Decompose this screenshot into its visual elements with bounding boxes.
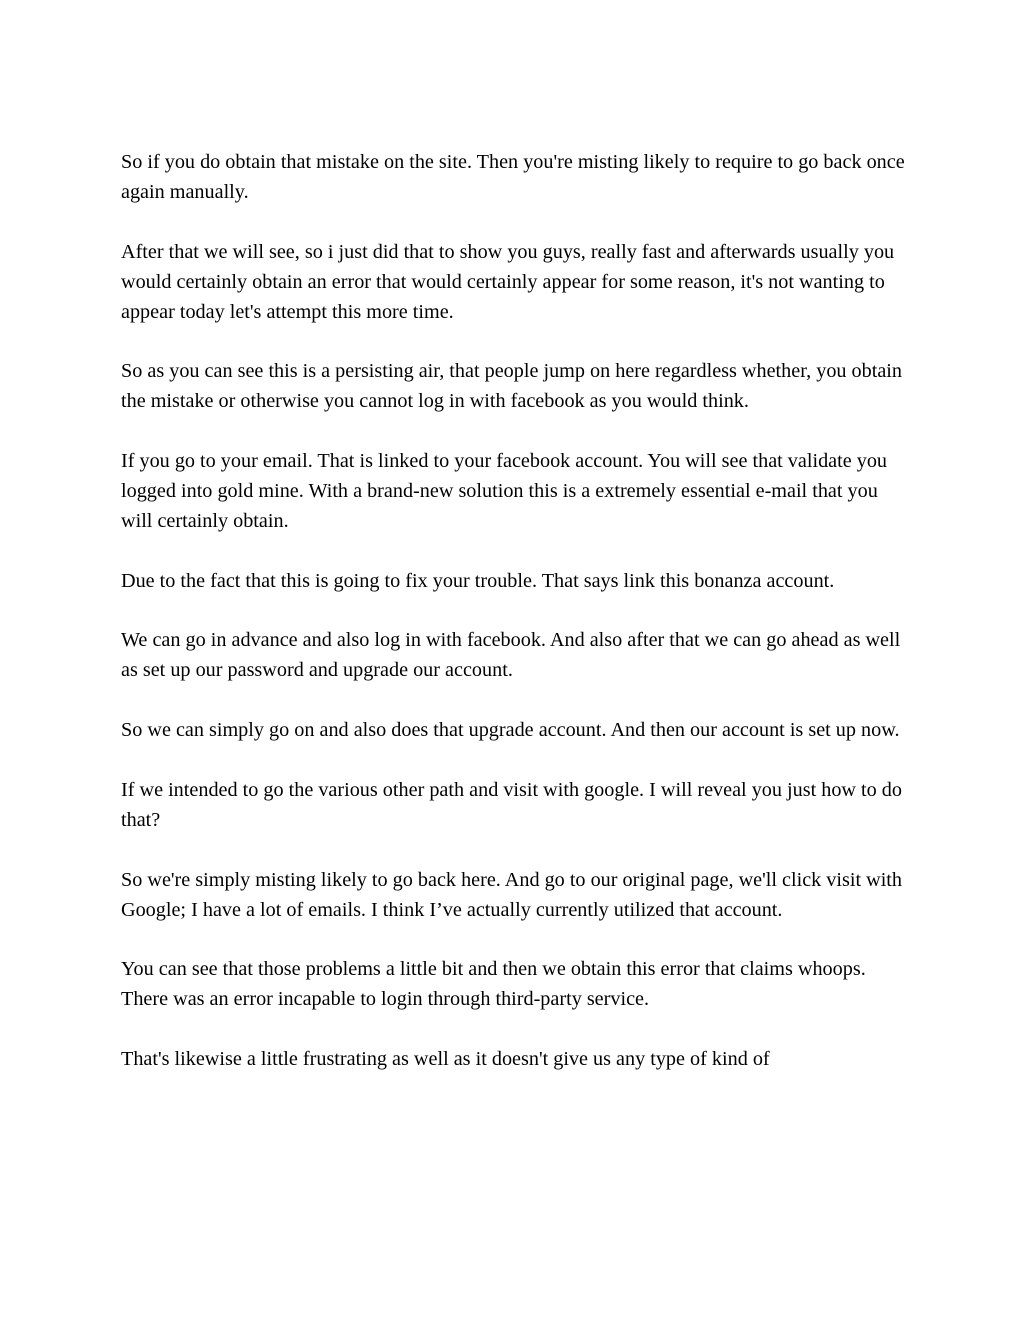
paragraph-4: If you go to your email. That is linked to your facebook account. You will see that validate you logged into gold mine. With a brand-new solution this is a extremely essential e-mail that you will certainly obtain. xyxy=(121,450,888,532)
paragraph-11: That's likewise a little frustrating as well as it doesn't give us any type of kind of xyxy=(121,1048,770,1071)
paragraph-9: So we're simply misting likely to go back here. And go to our original page, we'll click visit with Google; I have a lot of emails. I think I’ve actually currently utilized that account. xyxy=(121,868,903,921)
paragraph-2: After that we will see, so i just did that to show you guys, really fast and afterwards usually you would certainly obtain an error that would certainly appear for some reason, it's not wanting to appear today let's attempt this more time. xyxy=(121,240,895,323)
document-body xyxy=(121,148,911,1105)
paragraph-5: Due to the fact that this is going to fix your trouble. That says link this bonanza account. xyxy=(121,569,835,592)
paragraph-3: So as you can see this is a persisting air, that people jump on here regardless whether, you obtain the mistake or otherwise you cannot log in with facebook as you would think. xyxy=(121,360,903,413)
paragraph-7: So we can simply go on and also does that upgrade account. And then our account is set up now. xyxy=(121,719,900,742)
paragraph-1: So if you do obtain that mistake on the site. Then you're misting likely to require to go back once again manually. xyxy=(121,151,905,203)
paragraph-10: You can see that those problems a little bit and then we obtain this error that claims whoops. There was an error incapable to login through third-party service. xyxy=(121,958,866,1011)
paragraph-8: If we intended to go the various other path and visit with google. I will reveal you just how to do that? xyxy=(121,778,902,831)
paragraph-6: We can go in advance and also log in with facebook. And also after that we can go ahead as well as set up our password and upgrade our account. xyxy=(121,629,901,682)
